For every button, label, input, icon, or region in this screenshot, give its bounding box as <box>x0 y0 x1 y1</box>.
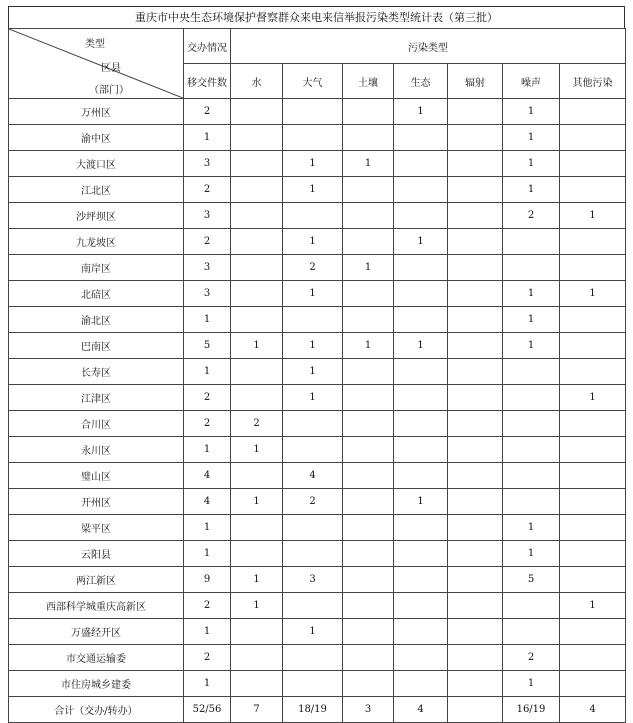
pollution-cell-6 <box>560 671 626 697</box>
pollution-cell-2 <box>343 619 394 645</box>
handover-count: 3 <box>184 255 231 281</box>
pollution-cell-4 <box>448 333 503 359</box>
pollution-cell-1 <box>283 541 343 567</box>
header-type-5: 噪声 <box>503 64 560 99</box>
table-row <box>9 671 626 697</box>
pollution-cell-3 <box>394 281 448 307</box>
pollution-cell-2 <box>343 281 394 307</box>
pollution-cell-6 <box>560 515 626 541</box>
pollution-cell-0: 1 <box>231 567 283 593</box>
pollution-cell-6 <box>560 567 626 593</box>
pollution-cell-4 <box>448 567 503 593</box>
pollution-cell-0: 1 <box>231 489 283 515</box>
pollution-cell-0 <box>231 307 283 333</box>
pollution-cell-0 <box>231 385 283 411</box>
district-name: 开州区 <box>9 489 184 515</box>
pollution-cell-1 <box>283 99 343 125</box>
pollution-cell-4 <box>448 229 503 255</box>
pollution-cell-5: 16/19 <box>503 697 560 723</box>
pollution-cell-3 <box>394 411 448 437</box>
pollution-cell-3 <box>394 255 448 281</box>
pollution-cell-6: 4 <box>560 697 626 723</box>
pollution-cell-5 <box>503 489 560 515</box>
pollution-cell-1: 3 <box>283 567 343 593</box>
district-name: 江津区 <box>9 385 184 411</box>
pollution-cell-1: 1 <box>283 281 343 307</box>
pollution-cell-4 <box>448 489 503 515</box>
pollution-cell-4 <box>448 151 503 177</box>
pollution-cell-6 <box>560 151 626 177</box>
pollution-cell-5: 2 <box>503 645 560 671</box>
pollution-cell-5: 2 <box>503 203 560 229</box>
pollution-cell-2 <box>343 593 394 619</box>
pollution-cell-4 <box>448 619 503 645</box>
pollution-cell-3 <box>394 593 448 619</box>
pollution-cell-5: 1 <box>503 125 560 151</box>
pollution-cell-6 <box>560 99 626 125</box>
pollution-cell-6 <box>560 541 626 567</box>
header-type-1: 大气 <box>283 64 343 99</box>
pollution-cell-2 <box>343 671 394 697</box>
handover-count: 2 <box>184 229 231 255</box>
handover-count: 2 <box>184 411 231 437</box>
pollution-cell-3 <box>394 541 448 567</box>
pollution-cell-1 <box>283 125 343 151</box>
pollution-cell-4 <box>448 99 503 125</box>
pollution-cell-2 <box>343 385 394 411</box>
pollution-cell-3 <box>394 619 448 645</box>
pollution-cell-5 <box>503 229 560 255</box>
table-row <box>9 489 626 515</box>
handover-count: 2 <box>184 385 231 411</box>
pollution-cell-3: 4 <box>394 697 448 723</box>
pollution-cell-3: 1 <box>394 229 448 255</box>
pollution-cell-6 <box>560 619 626 645</box>
pollution-cell-1: 1 <box>283 177 343 203</box>
pollution-cell-0: 1 <box>231 593 283 619</box>
pollution-cell-0: 1 <box>231 437 283 463</box>
pollution-cell-1 <box>283 203 343 229</box>
pollution-cell-5 <box>503 437 560 463</box>
pollution-cell-6 <box>560 177 626 203</box>
handover-count: 3 <box>184 151 231 177</box>
pollution-cell-0 <box>231 125 283 151</box>
district-name: 西部科学城重庆高新区 <box>9 593 184 619</box>
pollution-cell-4 <box>448 593 503 619</box>
pollution-cell-2 <box>343 307 394 333</box>
table-row <box>9 177 626 203</box>
pollution-cell-3 <box>394 645 448 671</box>
district-name: 江北区 <box>9 177 184 203</box>
pollution-cell-2 <box>343 541 394 567</box>
pollution-cell-0: 2 <box>231 411 283 437</box>
pollution-cell-3 <box>394 151 448 177</box>
district-name: 万盛经开区 <box>9 619 184 645</box>
handover-count: 1 <box>184 125 231 151</box>
pollution-cell-5: 1 <box>503 281 560 307</box>
table-row <box>9 515 626 541</box>
header-type-2: 土壤 <box>343 64 394 99</box>
pollution-cell-6: 1 <box>560 281 626 307</box>
district-name: 两江新区 <box>9 567 184 593</box>
district-name: 万州区 <box>9 99 184 125</box>
pollution-cell-0 <box>231 255 283 281</box>
pollution-cell-5 <box>503 255 560 281</box>
table-row <box>9 151 626 177</box>
pollution-cell-6 <box>560 333 626 359</box>
handover-count: 1 <box>184 541 231 567</box>
pollution-cell-4 <box>448 125 503 151</box>
pollution-cell-4 <box>448 281 503 307</box>
handover-count: 3 <box>184 281 231 307</box>
handover-count: 1 <box>184 515 231 541</box>
pollution-cell-6: 1 <box>560 385 626 411</box>
pollution-cell-3 <box>394 385 448 411</box>
district-name: 巴南区 <box>9 333 184 359</box>
pollution-cell-1: 1 <box>283 619 343 645</box>
pollution-cell-3 <box>394 515 448 541</box>
pollution-cell-0 <box>231 645 283 671</box>
handover-count: 1 <box>184 307 231 333</box>
pollution-cell-4 <box>448 645 503 671</box>
table-row <box>9 463 626 489</box>
pollution-cell-6: 1 <box>560 203 626 229</box>
pollution-cell-2 <box>343 515 394 541</box>
pollution-cell-5 <box>503 385 560 411</box>
pollution-cell-5 <box>503 593 560 619</box>
pollution-cell-2 <box>343 567 394 593</box>
table-row <box>9 125 626 151</box>
pollution-cell-0: 7 <box>231 697 283 723</box>
district-name: 渝北区 <box>9 307 184 333</box>
pollution-cell-1 <box>283 515 343 541</box>
header-district-label: 区县 <box>101 63 121 74</box>
pollution-cell-1: 1 <box>283 359 343 385</box>
handover-count: 2 <box>184 645 231 671</box>
pollution-cell-3 <box>394 177 448 203</box>
pollution-cell-2 <box>343 229 394 255</box>
pollution-cell-6 <box>560 437 626 463</box>
pollution-cell-2 <box>343 645 394 671</box>
pollution-cell-2 <box>343 359 394 385</box>
pollution-cell-3 <box>394 671 448 697</box>
pollution-cell-6 <box>560 307 626 333</box>
pollution-cell-1: 1 <box>283 385 343 411</box>
pollution-cell-3 <box>394 567 448 593</box>
handover-count: 5 <box>184 333 231 359</box>
pollution-cell-1: 1 <box>283 151 343 177</box>
pollution-cell-3 <box>394 307 448 333</box>
pollution-cell-1 <box>283 437 343 463</box>
pollution-cell-5: 5 <box>503 567 560 593</box>
pollution-cell-4 <box>448 203 503 229</box>
table-row <box>9 281 626 307</box>
pollution-cell-6 <box>560 125 626 151</box>
diagonal-header-cell <box>9 29 184 99</box>
table-row <box>9 255 626 281</box>
header-type-3: 生态 <box>394 64 448 99</box>
table-row <box>9 385 626 411</box>
district-name: 大渡口区 <box>9 151 184 177</box>
pollution-cell-2 <box>343 99 394 125</box>
pollution-cell-5 <box>503 411 560 437</box>
pollution-cell-2: 3 <box>343 697 394 723</box>
pollution-cell-1: 1 <box>283 333 343 359</box>
district-name: 北碚区 <box>9 281 184 307</box>
pollution-cell-4 <box>448 255 503 281</box>
table-row <box>9 203 626 229</box>
pollution-cell-3: 1 <box>394 333 448 359</box>
pollution-cell-0 <box>231 281 283 307</box>
pollution-cell-4 <box>448 411 503 437</box>
pollution-cell-6 <box>560 463 626 489</box>
pollution-cell-5: 1 <box>503 99 560 125</box>
pollution-cell-6 <box>560 359 626 385</box>
pollution-cell-4 <box>448 541 503 567</box>
district-name: 南岸区 <box>9 255 184 281</box>
total-label: 合计（交办/转办） <box>9 697 184 723</box>
pollution-cell-0 <box>231 619 283 645</box>
table-row <box>9 593 626 619</box>
pollution-cell-0 <box>231 463 283 489</box>
table-row <box>9 541 626 567</box>
district-name: 璧山区 <box>9 463 184 489</box>
district-name: 渝中区 <box>9 125 184 151</box>
pollution-cell-3: 1 <box>394 489 448 515</box>
pollution-cell-3: 1 <box>394 99 448 125</box>
pollution-cell-2 <box>343 489 394 515</box>
pollution-cell-0 <box>231 99 283 125</box>
pollution-cell-2: 1 <box>343 255 394 281</box>
pollution-cell-0 <box>231 177 283 203</box>
table-row <box>9 567 626 593</box>
district-name: 梁平区 <box>9 515 184 541</box>
pollution-cell-5: 1 <box>503 671 560 697</box>
pollution-cell-3 <box>394 359 448 385</box>
pollution-cell-3 <box>394 203 448 229</box>
pollution-cell-4 <box>448 385 503 411</box>
header-dept-label: （部门） <box>89 85 129 96</box>
pollution-cell-2 <box>343 177 394 203</box>
district-name: 市住房城乡建委 <box>9 671 184 697</box>
handover-count: 9 <box>184 567 231 593</box>
header-pollution: 污染类型 <box>231 29 626 64</box>
pollution-cell-6 <box>560 489 626 515</box>
pollution-cell-1: 4 <box>283 463 343 489</box>
pollution-cell-4 <box>448 671 503 697</box>
header-type-label: 类型 <box>85 39 105 50</box>
pollution-cell-3 <box>394 437 448 463</box>
district-name: 九龙坡区 <box>9 229 184 255</box>
handover-count: 3 <box>184 203 231 229</box>
pollution-cell-1: 2 <box>283 489 343 515</box>
pollution-cell-2 <box>343 437 394 463</box>
pollution-cell-1 <box>283 411 343 437</box>
pollution-cell-6 <box>560 229 626 255</box>
pollution-cell-1 <box>283 645 343 671</box>
header-row-top <box>9 29 626 64</box>
table-row <box>9 437 626 463</box>
handover-count: 2 <box>184 99 231 125</box>
pollution-cell-5: 1 <box>503 333 560 359</box>
pollution-cell-1 <box>283 593 343 619</box>
table-row <box>9 229 626 255</box>
pollution-cell-1: 18/19 <box>283 697 343 723</box>
handover-count: 1 <box>184 671 231 697</box>
handover-count: 4 <box>184 489 231 515</box>
pollution-cell-5 <box>503 463 560 489</box>
pollution-cell-2 <box>343 203 394 229</box>
pollution-cell-4 <box>448 359 503 385</box>
pollution-cell-4 <box>448 307 503 333</box>
pollution-cell-2: 1 <box>343 333 394 359</box>
pollution-cell-4 <box>448 177 503 203</box>
pollution-cell-3 <box>394 125 448 151</box>
handover-count: 1 <box>184 619 231 645</box>
pollution-cell-0 <box>231 671 283 697</box>
pollution-cell-4 <box>448 463 503 489</box>
handover-count: 4 <box>184 463 231 489</box>
table-title: 重庆市中央生态环境保护督察群众来电来信举报污染类型统计表（第三批） <box>8 6 625 28</box>
statistics-table <box>8 28 626 723</box>
pollution-cell-5: 1 <box>503 151 560 177</box>
pollution-cell-0 <box>231 541 283 567</box>
pollution-cell-1: 2 <box>283 255 343 281</box>
pollution-cell-1 <box>283 671 343 697</box>
pollution-cell-2: 1 <box>343 151 394 177</box>
district-name: 市交通运输委 <box>9 645 184 671</box>
table-row <box>9 99 626 125</box>
header-type-0: 水 <box>231 64 283 99</box>
pollution-cell-2 <box>343 125 394 151</box>
pollution-cell-0 <box>231 151 283 177</box>
district-name: 云阳县 <box>9 541 184 567</box>
pollution-cell-4 <box>448 437 503 463</box>
pollution-cell-1: 1 <box>283 229 343 255</box>
table-row <box>9 645 626 671</box>
pollution-cell-5 <box>503 619 560 645</box>
header-count-col: 移交件数 <box>184 64 231 99</box>
pollution-cell-6 <box>560 645 626 671</box>
pollution-cell-1 <box>283 307 343 333</box>
pollution-cell-4 <box>448 515 503 541</box>
pollution-cell-0 <box>231 229 283 255</box>
pollution-cell-5: 1 <box>503 541 560 567</box>
pollution-cell-3 <box>394 463 448 489</box>
pollution-cell-0 <box>231 359 283 385</box>
header-type-4: 辐射 <box>448 64 503 99</box>
pollution-cell-0: 1 <box>231 333 283 359</box>
handover-count: 2 <box>184 593 231 619</box>
district-name: 合川区 <box>9 411 184 437</box>
header-handover: 交办情况 <box>184 29 231 64</box>
header-type-6: 其他污染 <box>560 64 626 99</box>
table-row <box>9 411 626 437</box>
district-name: 沙坪坝区 <box>9 203 184 229</box>
pollution-cell-5: 1 <box>503 177 560 203</box>
district-name: 永川区 <box>9 437 184 463</box>
pollution-cell-2 <box>343 463 394 489</box>
district-name: 长寿区 <box>9 359 184 385</box>
handover-count: 1 <box>184 359 231 385</box>
handover-count: 1 <box>184 437 231 463</box>
table-row <box>9 619 626 645</box>
table-row <box>9 333 626 359</box>
pollution-cell-5 <box>503 359 560 385</box>
total-count: 52/56 <box>184 697 231 723</box>
handover-count: 2 <box>184 177 231 203</box>
pollution-cell-6 <box>560 255 626 281</box>
table-row <box>9 359 626 385</box>
pollution-cell-0 <box>231 203 283 229</box>
table-row <box>9 307 626 333</box>
pollution-cell-6: 1 <box>560 593 626 619</box>
pollution-cell-5: 1 <box>503 307 560 333</box>
pollution-cell-5: 1 <box>503 515 560 541</box>
pollution-cell-0 <box>231 515 283 541</box>
pollution-cell-2 <box>343 411 394 437</box>
pollution-cell-6 <box>560 411 626 437</box>
